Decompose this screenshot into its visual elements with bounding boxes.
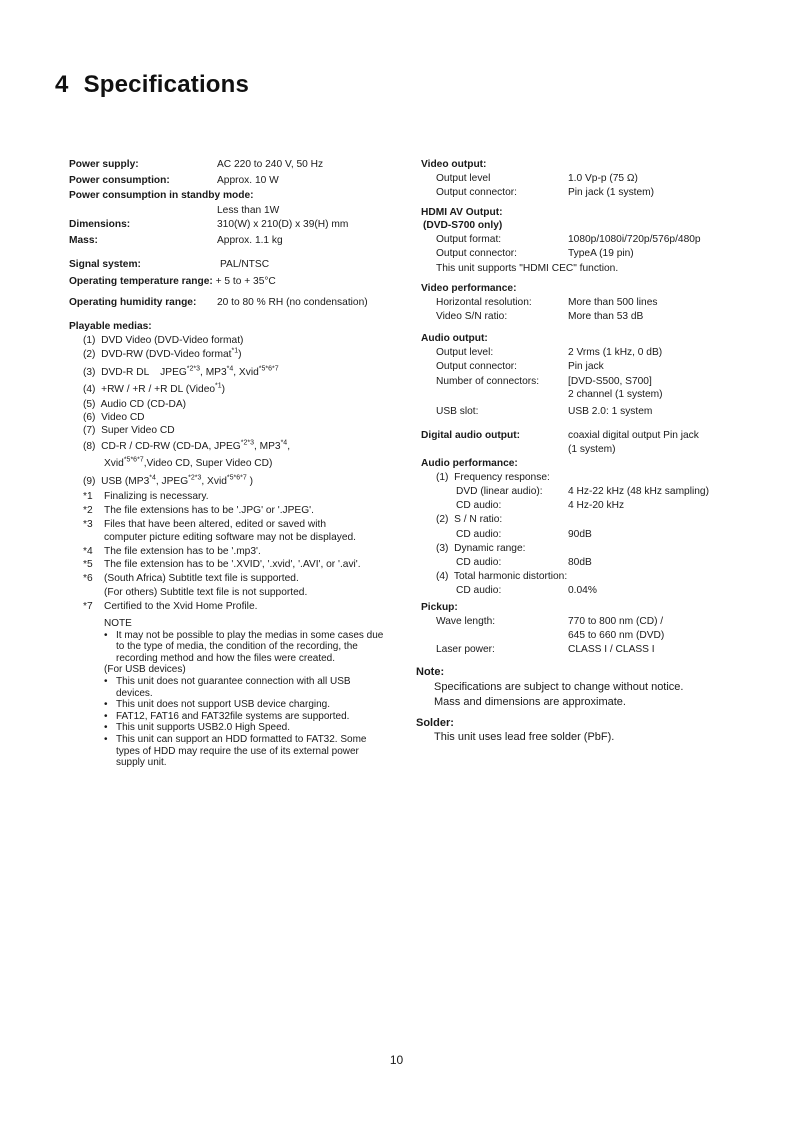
spec-key: DVD (linear audio): <box>456 486 543 497</box>
item-num: (4) <box>83 384 96 395</box>
dimensions-label: Dimensions: <box>69 219 131 230</box>
spec-key: USB slot: <box>436 406 479 417</box>
spec-value: 645 to 660 nm (DVD) <box>568 630 665 641</box>
spec-value: 2 Vrms (1 kHz, 0 dB) <box>568 347 663 358</box>
item-tail: , <box>287 441 291 452</box>
footnote <box>83 504 314 517</box>
spec-key: Output level: <box>436 347 494 358</box>
item-text: Super Video CD <box>101 425 175 436</box>
hdmi-label: HDMI AV Output: <box>421 207 503 218</box>
item-text: Video CD <box>101 412 145 423</box>
spec-key: Output format: <box>436 234 502 245</box>
page-number: 10 <box>389 1053 404 1067</box>
playable-item <box>83 334 243 347</box>
spec-value: 1.0 Vp-p (75 Ω) <box>568 173 638 184</box>
spec-value: Pin jack (1 system) <box>568 187 655 198</box>
temperature-label: Operating temperature range: <box>69 276 213 287</box>
item-text: USB (MP3 <box>101 476 150 487</box>
spec-value: [DVD-S500, S700] <box>568 376 652 387</box>
hdmi-cec: This unit supports "HDMI CEC" function. <box>436 263 619 274</box>
item-num: (3) <box>83 367 96 378</box>
footnote <box>83 518 326 531</box>
item-mid: , MP3 <box>200 367 227 378</box>
footnote-text: The file extension has to be '.mp3'. <box>104 546 261 557</box>
temperature-value: + 5 to + 35°C <box>215 276 276 287</box>
spec-key: (2) S / N ratio: <box>436 514 503 525</box>
audio-performance-label: Audio performance: <box>421 458 518 469</box>
spec-value: TypeA (19 pin) <box>568 248 634 259</box>
note-text: Mass and dimensions are approximate. <box>434 696 626 708</box>
item-mid: , JPEG <box>155 476 189 487</box>
spec-key: CD audio: <box>456 585 502 596</box>
usb-item: • This unit does not guarantee connection with all USB devices. <box>104 676 384 699</box>
item-num: (1) <box>83 335 96 346</box>
spec-value: 4 Hz-20 kHz <box>568 500 625 511</box>
playable-item <box>83 411 145 424</box>
spec-key: (1) Frequency response: <box>436 472 550 483</box>
item-num: (5) <box>83 399 96 410</box>
playable-label: Playable medias: <box>69 321 152 332</box>
power-consumption-label: Power consumption: <box>69 175 170 186</box>
item-text: DVD Video (DVD-Video format) <box>101 335 244 346</box>
dimensions-value: 310(W) x 210(D) x 39(H) mm <box>217 219 349 230</box>
item-sup: *1 <box>215 382 222 390</box>
spec-value: More than 53 dB <box>568 311 644 322</box>
spec-key: Output level <box>436 173 491 184</box>
audio-output-label: Audio output: <box>421 333 488 344</box>
spec-value: CLASS I / CLASS I <box>568 644 655 655</box>
spec-value: Pin jack <box>568 361 604 372</box>
solder-text: This unit uses lead free solder (PbF). <box>434 731 615 743</box>
pickup-label: Pickup: <box>421 602 458 613</box>
footnote-mark: *3 <box>83 519 93 530</box>
note-block <box>104 618 384 769</box>
footnote <box>83 558 361 571</box>
footnote-line2: computer picture editing software may not be displayed. <box>104 532 356 543</box>
note-list <box>104 630 384 665</box>
usb-item: • FAT12, FAT16 and FAT32file systems are supported. <box>104 711 384 723</box>
spec-key: Output connector: <box>436 248 517 259</box>
spec-value: USB 2.0: 1 system <box>568 406 653 417</box>
spec-key: (3) Dynamic range: <box>436 543 526 554</box>
temperature-row <box>69 275 276 288</box>
signal-value: PAL/NTSC <box>220 259 270 270</box>
spec-key: Number of connectors: <box>436 376 540 387</box>
usb-label: (For USB devices) <box>104 664 186 676</box>
note-heading: Note: <box>416 666 445 678</box>
item-sup: *5*6*7 <box>258 365 279 373</box>
playable-item <box>83 366 279 379</box>
spec-value: 1080p/1080i/720p/576p/480p <box>568 234 701 245</box>
standby-label: Power consumption in standby mode: <box>69 190 254 201</box>
power-supply-value: AC 220 to 240 V, 50 Hz <box>217 159 324 170</box>
item-num: (7) <box>83 425 96 436</box>
spec-value: More than 500 lines <box>568 297 658 308</box>
item-sup: *1 <box>231 347 239 355</box>
note-label: NOTE <box>104 618 132 629</box>
humidity-label: Operating humidity range: <box>69 297 197 308</box>
note-text: Specifications are subject to change without notice. <box>434 681 684 693</box>
standby-value: Less than 1W <box>217 205 280 216</box>
footnote-text: Files that have been altered, edited or saved with <box>104 519 326 530</box>
spec-value: 4 Hz-22 kHz (48 kHz sampling) <box>568 486 709 497</box>
item-text: DVD-RW (DVD-Video format <box>101 349 232 360</box>
footnote-mark: *7 <box>83 601 93 612</box>
spec-value: (1 system) <box>568 444 616 455</box>
item-text: Xvid <box>104 458 124 469</box>
footnote-line2: (For others) Subtitle text file is not supported. <box>104 587 308 598</box>
hdmi-label-sub: (DVD-S700 only) <box>423 220 503 231</box>
item-sup: *5*6*7 <box>123 456 144 464</box>
footnote-mark: *2 <box>83 505 93 516</box>
power-consumption-value: Approx. 10 W <box>217 175 279 186</box>
item-mid: , MP3 <box>253 441 281 452</box>
mass-value: Approx. 1.1 kg <box>217 235 283 246</box>
spec-key: Wave length: <box>436 616 496 627</box>
usb-list <box>104 676 384 769</box>
item-tail: ) <box>246 476 253 487</box>
section-title: Specifications <box>83 71 250 98</box>
item-mid: , Xvid <box>233 367 259 378</box>
spec-key: Laser power: <box>436 644 495 655</box>
spec-value: 770 to 800 nm (CD) / <box>568 616 664 627</box>
spec-value: 2 channel (1 system) <box>568 389 663 400</box>
item-tail: ) <box>238 349 242 360</box>
spec-key: CD audio: <box>456 529 502 540</box>
item-text: +RW / +R / +R DL (Video <box>101 384 216 395</box>
footnote-mark: *1 <box>83 491 93 502</box>
signal-label: Signal system: <box>69 259 141 270</box>
item-text: DVD-R DL JPEG <box>101 367 187 378</box>
power-supply-label: Power supply: <box>69 159 139 170</box>
playable-item-line2 <box>104 457 272 470</box>
spec-value: 80dB <box>568 557 592 568</box>
item-text: ,Video CD, Super Video CD) <box>143 458 273 469</box>
item-num: (9) <box>83 476 96 487</box>
footnote-text: (South Africa) Subtitle text file is supported. <box>104 573 299 584</box>
playable-item <box>83 348 242 361</box>
footnote-text: Finalizing is necessary. <box>104 491 209 502</box>
spec-key: Horizontal resolution: <box>436 297 532 308</box>
item-num: (8) <box>83 441 96 452</box>
playable-item <box>83 383 225 396</box>
footnote-text: The file extensions has to be '.JPG' or '.JPEG'. <box>104 505 314 516</box>
item-text: Audio CD (CD-DA) <box>100 399 187 410</box>
solder-heading: Solder: <box>416 717 454 729</box>
footnote-mark: *4 <box>83 546 93 557</box>
humidity-value: 20 to 80 % RH (no condensation) <box>217 297 368 308</box>
spec-key: CD audio: <box>456 557 502 568</box>
playable-item <box>83 398 186 411</box>
item-sup: *5*6*7 <box>226 474 247 482</box>
mass-label: Mass: <box>69 235 98 246</box>
usb-item: • This unit does not support USB device charging. <box>104 699 384 711</box>
footnote-text: Certified to the Xvid Home Profile. <box>104 601 258 612</box>
item-num: (6) <box>83 412 96 423</box>
item-sup: *4 <box>226 365 234 373</box>
spec-key: CD audio: <box>456 500 502 511</box>
spec-key: Output connector: <box>436 361 517 372</box>
footnote-mark: *6 <box>83 573 93 584</box>
item-num: (2) <box>83 349 96 360</box>
digital-audio-label: Digital audio output: <box>421 430 521 441</box>
footnote <box>83 600 257 613</box>
spec-key: Output connector: <box>436 187 517 198</box>
section-number: 4 <box>55 71 69 98</box>
item-sup: *2*3 <box>240 439 254 447</box>
item-sup: *4 <box>280 439 288 447</box>
note-item: • It may not be possible to play the medias in some cases due to the type of media, the condition of the recording, the recording method and how the files were created. <box>104 630 384 665</box>
item-sup: *2*3 <box>188 474 202 482</box>
usb-item: • This unit supports USB2.0 High Speed. <box>104 722 384 734</box>
spec-key: (4) Total harmonic distortion: <box>436 571 568 582</box>
playable-item <box>83 440 290 453</box>
page-title <box>55 70 249 101</box>
item-text: CD-R / CD-RW (CD-DA, JPEG <box>101 441 241 452</box>
spec-value: 90dB <box>568 529 592 540</box>
footnote-text: The file extension has to be '.XVID', '.xvid', '.AVI', or '.avi'. <box>104 559 361 570</box>
video-output-label: Video output: <box>421 159 487 170</box>
spec-key: Video S/N ratio: <box>436 311 508 322</box>
usb-item: • This unit can support an HDD formatted to FAT32. Some types of HDD may require the use of its external power supply unit. <box>104 734 384 769</box>
playable-item <box>83 475 253 488</box>
spec-value: coaxial digital output Pin jack <box>568 430 699 441</box>
item-sup: *4 <box>149 474 156 482</box>
playable-item <box>83 424 175 437</box>
item-tail: ) <box>221 384 226 395</box>
video-performance-label: Video performance: <box>421 283 517 294</box>
footnote <box>83 490 209 503</box>
item-mid: , Xvid <box>201 476 227 487</box>
footnote-mark: *5 <box>83 559 93 570</box>
item-sup: *2*3 <box>186 365 201 373</box>
spec-value: 0.04% <box>568 585 597 596</box>
footnote <box>83 545 261 558</box>
footnote <box>83 572 299 585</box>
